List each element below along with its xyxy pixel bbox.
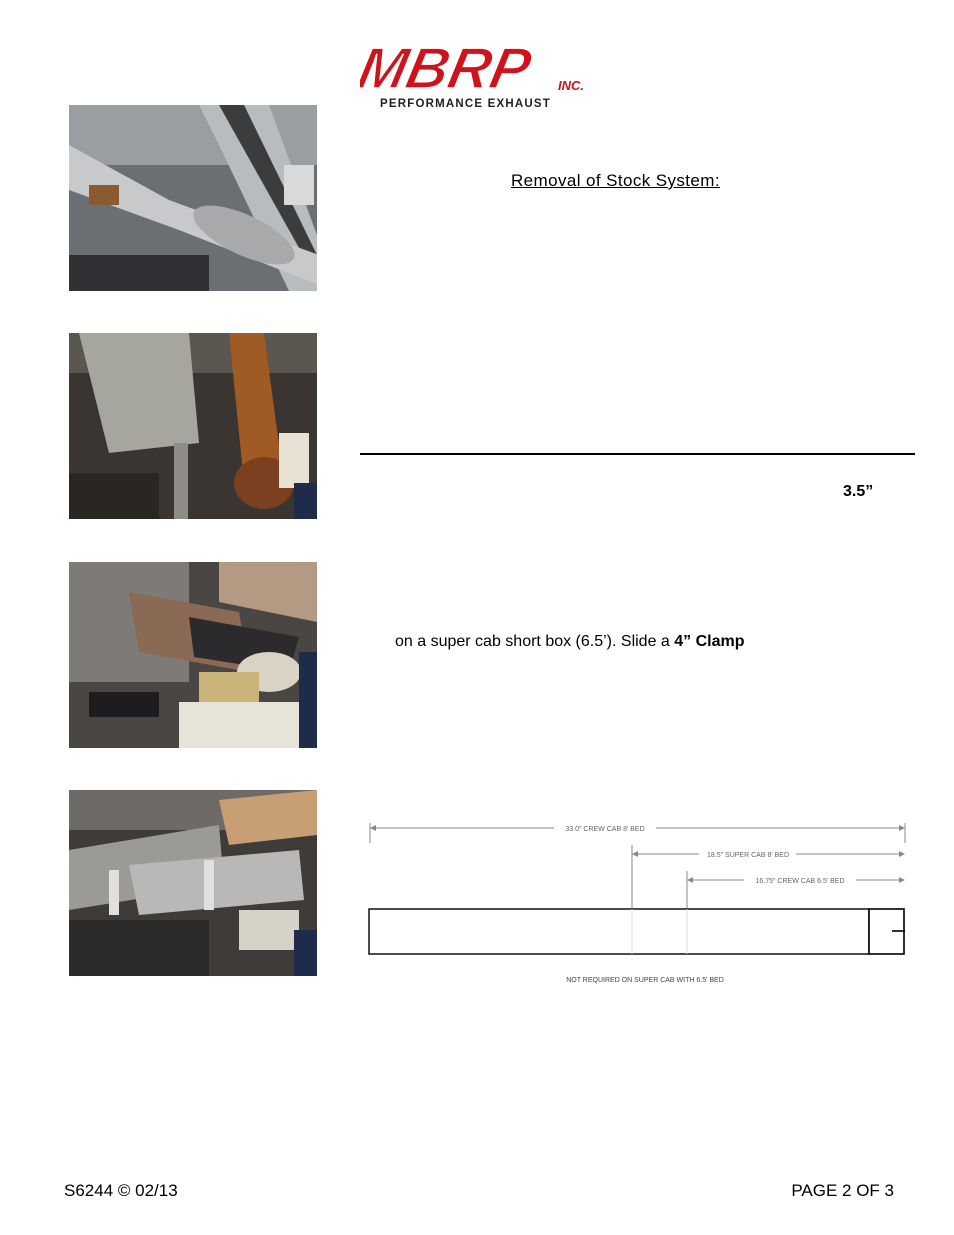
divider — [360, 453, 915, 455]
diagram-note: NOT REQUIRED ON SUPER CAB WITH 6.5' BED — [566, 977, 724, 984]
mbrp-logo-mark — [360, 36, 610, 98]
instruction-paragraph — [395, 633, 745, 651]
photo-pipe-removal — [69, 562, 317, 748]
dim-label-super-8: 18.5" SUPER CAB 8' BED — [706, 852, 790, 859]
footer-page-number: PAGE 2 OF 3 — [791, 1181, 894, 1200]
dim-label-crew-8: 33.0" CREW CAB 8' BED — [565, 826, 645, 833]
dim-label-crew-65: 16.75" CREW CAB 6.5' BED — [755, 878, 845, 885]
photo-driveshaft-muffler — [69, 333, 317, 519]
clamp-size-label: 3.5” — [843, 483, 874, 500]
instruction-text: on a super cab short box (6.5’). Slide a — [395, 633, 675, 650]
footer-doc-code: S6244 © 02/13 — [64, 1181, 178, 1200]
logo-wordmark: MBRP — [360, 36, 537, 98]
section-heading: Removal of Stock System: — [511, 171, 720, 190]
pipe-cut-diagram — [364, 815, 910, 990]
mbrp-logo — [360, 36, 610, 116]
pipe-outline — [369, 909, 869, 954]
logo-suffix: INC. — [558, 78, 584, 93]
instruction-bold: 4” Clamp — [674, 633, 745, 650]
photo-new-pipe-clamp — [69, 790, 317, 976]
photo-stock-exhaust-underbody — [69, 105, 317, 291]
logo-tagline: PERFORMANCE EXHAUST — [380, 98, 552, 110]
